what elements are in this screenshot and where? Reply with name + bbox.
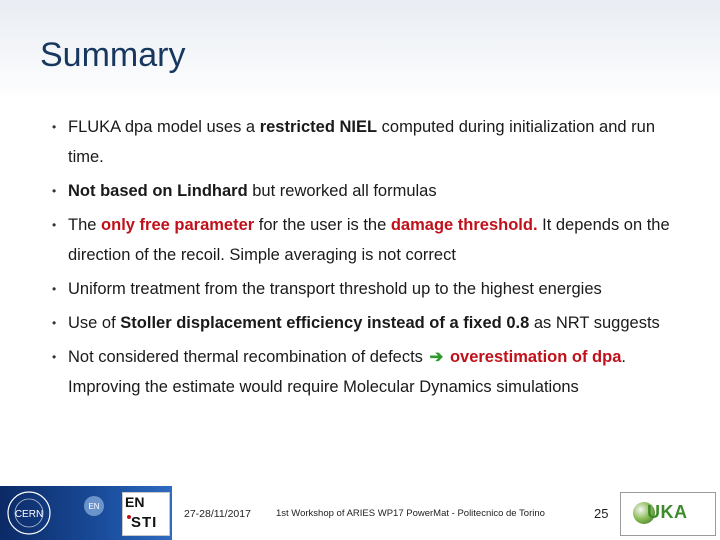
bullet-highlight-text: damage threshold. bbox=[390, 216, 538, 234]
footer bbox=[0, 486, 720, 540]
bullet-text: . Improving the estimate would require Molecular Dynamics simulations bbox=[68, 348, 626, 396]
bullet-text: Not considered thermal recombination of defects bbox=[68, 348, 428, 366]
bullet-bold-text: Stoller displacement efficiency instead of a fixed 0.8 bbox=[120, 314, 530, 332]
bullet-text: Uniform treatment from the transport threshold up to the highest energies bbox=[68, 280, 602, 298]
page-number: 25 bbox=[594, 506, 609, 521]
bullet-text: Use of bbox=[68, 314, 121, 332]
fluka-logo-text: UKA bbox=[647, 502, 688, 522]
ensti-sti-text: STI bbox=[131, 514, 158, 531]
bullet-text: for the user is the bbox=[254, 216, 391, 234]
bullet-bold-text: Not based on Lindhard bbox=[68, 182, 248, 200]
bullet-list bbox=[52, 112, 692, 402]
en-logo bbox=[74, 494, 114, 530]
cern-logo bbox=[6, 490, 52, 536]
bullet-item bbox=[52, 274, 692, 304]
arrow-right-icon: ➔ bbox=[429, 348, 444, 366]
bullet-item bbox=[52, 112, 692, 172]
bullet-text: The bbox=[68, 216, 102, 234]
ensti-en-text: EN bbox=[125, 494, 145, 510]
bullet-text: as NRT suggests bbox=[529, 314, 660, 332]
en-sti-logo bbox=[122, 492, 170, 536]
page-title: Summary bbox=[40, 36, 186, 74]
bullet-bold-text: restricted NIEL bbox=[259, 118, 378, 136]
bullet-item bbox=[52, 308, 692, 338]
bullet-text: computed during initialization and run time. bbox=[68, 118, 655, 166]
bullet-item bbox=[52, 210, 692, 270]
bullet-text: It depends on the direction of the recoil. Simple averaging is not correct bbox=[68, 216, 670, 264]
bullet-item bbox=[52, 176, 692, 206]
footer-conference: 1st Workshop of ARIES WP17 PowerMat - Politecnico de Torino bbox=[276, 508, 545, 519]
cern-logo-text: CERN bbox=[14, 509, 44, 520]
bullet-text: but reworked all formulas bbox=[247, 182, 437, 200]
en-logo-text: EN bbox=[88, 502, 100, 511]
bullet-item bbox=[52, 342, 692, 402]
footer-date: 27-28/11/2017 bbox=[184, 508, 251, 520]
bullet-highlight-text: overestimation of dpa bbox=[445, 348, 622, 366]
bullet-text: FLUKA dpa model uses a bbox=[68, 118, 260, 136]
fluka-logo bbox=[620, 492, 716, 536]
bullet-highlight-text: only free parameter bbox=[101, 216, 255, 234]
